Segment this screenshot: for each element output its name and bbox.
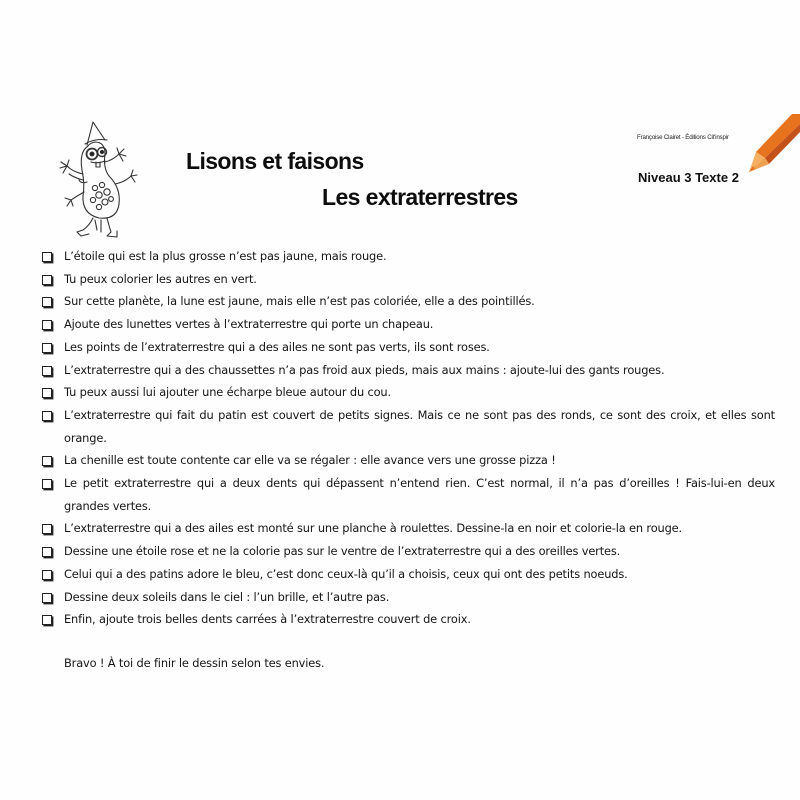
instruction-checkbox[interactable] [42, 297, 52, 307]
instruction-text: L’extraterrestre qui a des ailes est monté sur une planche à roulettes. Dessine-la en noir et colorie-la en rouge. [64, 521, 682, 536]
level-label: Niveau 3 Texte 2 [638, 170, 739, 185]
instruction-text: Tu peux aussi lui ajouter une écharpe bleue autour du cou. [64, 385, 391, 400]
instruction-item [40, 268, 775, 291]
instruction-checkbox[interactable] [42, 456, 52, 466]
instruction-text: L’extraterrestre qui fait du patin est couvert de petits signes. Mais ce ne sont pas des ronds, ce sont des croix, et elles sont orange. [64, 407, 775, 445]
instruction-item [40, 404, 775, 449]
instruction-checkbox[interactable] [42, 320, 52, 330]
instruction-item [40, 563, 775, 586]
instruction-item [40, 245, 775, 268]
pencil-icon [745, 114, 800, 174]
instruction-text: Enfin, ajoute trois belles dents carrées à l’extraterrestre couvert de croix. [64, 612, 471, 627]
instruction-checkbox[interactable] [42, 275, 52, 285]
alien-mascot-icon [55, 118, 150, 238]
instruction-item [40, 540, 775, 563]
instruction-text: L’extraterrestre qui a des chaussettes n’a pas froid aux pieds, mais aux mains : ajoute-lui des gants rouges. [64, 362, 665, 377]
instruction-checkbox[interactable] [42, 411, 52, 421]
author-credit: Françoise Clairet - Éditions Cit'inspir [637, 134, 729, 141]
instruction-item [40, 290, 775, 313]
instruction-item [40, 359, 775, 382]
instruction-checkbox[interactable] [42, 615, 52, 625]
instruction-text: Tu peux colorier les autres en vert. [64, 271, 257, 286]
instruction-item [40, 517, 775, 540]
instruction-text: La chenille est toute contente car elle va se régaler : elle avance vers une grosse pizza ! [64, 453, 556, 468]
instruction-item [40, 381, 775, 404]
closing-message: Bravo ! À toi de finir le dessin selon tes envies. [64, 656, 325, 670]
instruction-checkbox[interactable] [42, 343, 52, 353]
instruction-item [40, 472, 775, 517]
instruction-checkbox[interactable] [42, 570, 52, 580]
instruction-text: Le petit extraterrestre qui a deux dents qui dépassent n’entend rien. C’est normal, il n’a pas d’oreilles ! Fais-lui-en deux grandes vertes. [64, 476, 775, 513]
instruction-text: Les points de l’extraterrestre qui a des ailes ne sont pas verts, ils sont roses. [64, 339, 490, 354]
instruction-text: Ajoute des lunettes vertes à l’extraterrestre qui porte un chapeau. [64, 317, 434, 332]
instruction-text: L’étoile qui est la plus grosse n’est pas jaune, mais rouge. [64, 249, 387, 263]
instruction-checkbox[interactable] [42, 593, 52, 603]
instruction-item [40, 336, 775, 359]
instruction-checkbox[interactable] [42, 388, 52, 398]
instruction-checkbox[interactable] [42, 547, 52, 557]
instruction-item [40, 608, 775, 631]
instruction-checkbox[interactable] [42, 252, 52, 262]
worksheet-subtitle: Les extraterrestres [322, 184, 518, 210]
instruction-checkbox[interactable] [42, 366, 52, 376]
instruction-list [40, 245, 775, 631]
instruction-text: Dessine deux soleils dans le ciel : l’un brille, et l’autre pas. [64, 589, 390, 604]
instruction-item [40, 449, 775, 472]
instruction-checkbox[interactable] [42, 524, 52, 534]
instruction-checkbox[interactable] [42, 479, 52, 489]
instruction-text: Dessine une étoile rose et ne la colorie pas sur le ventre de l’extraterrestre qui a des oreilles vertes. [64, 544, 621, 559]
instruction-text: Celui qui a des patins adore le bleu, c’est donc ceux-là qu’il a choisis, ceux qui ont des petits noeuds. [64, 566, 628, 581]
worksheet-title: Lisons et faisons [186, 148, 364, 174]
instruction-text: Sur cette planète, la lune est jaune, mais elle n’est pas coloriée, elle a des pointillés. [64, 294, 535, 309]
instruction-item [40, 313, 775, 336]
instruction-item [40, 586, 775, 609]
